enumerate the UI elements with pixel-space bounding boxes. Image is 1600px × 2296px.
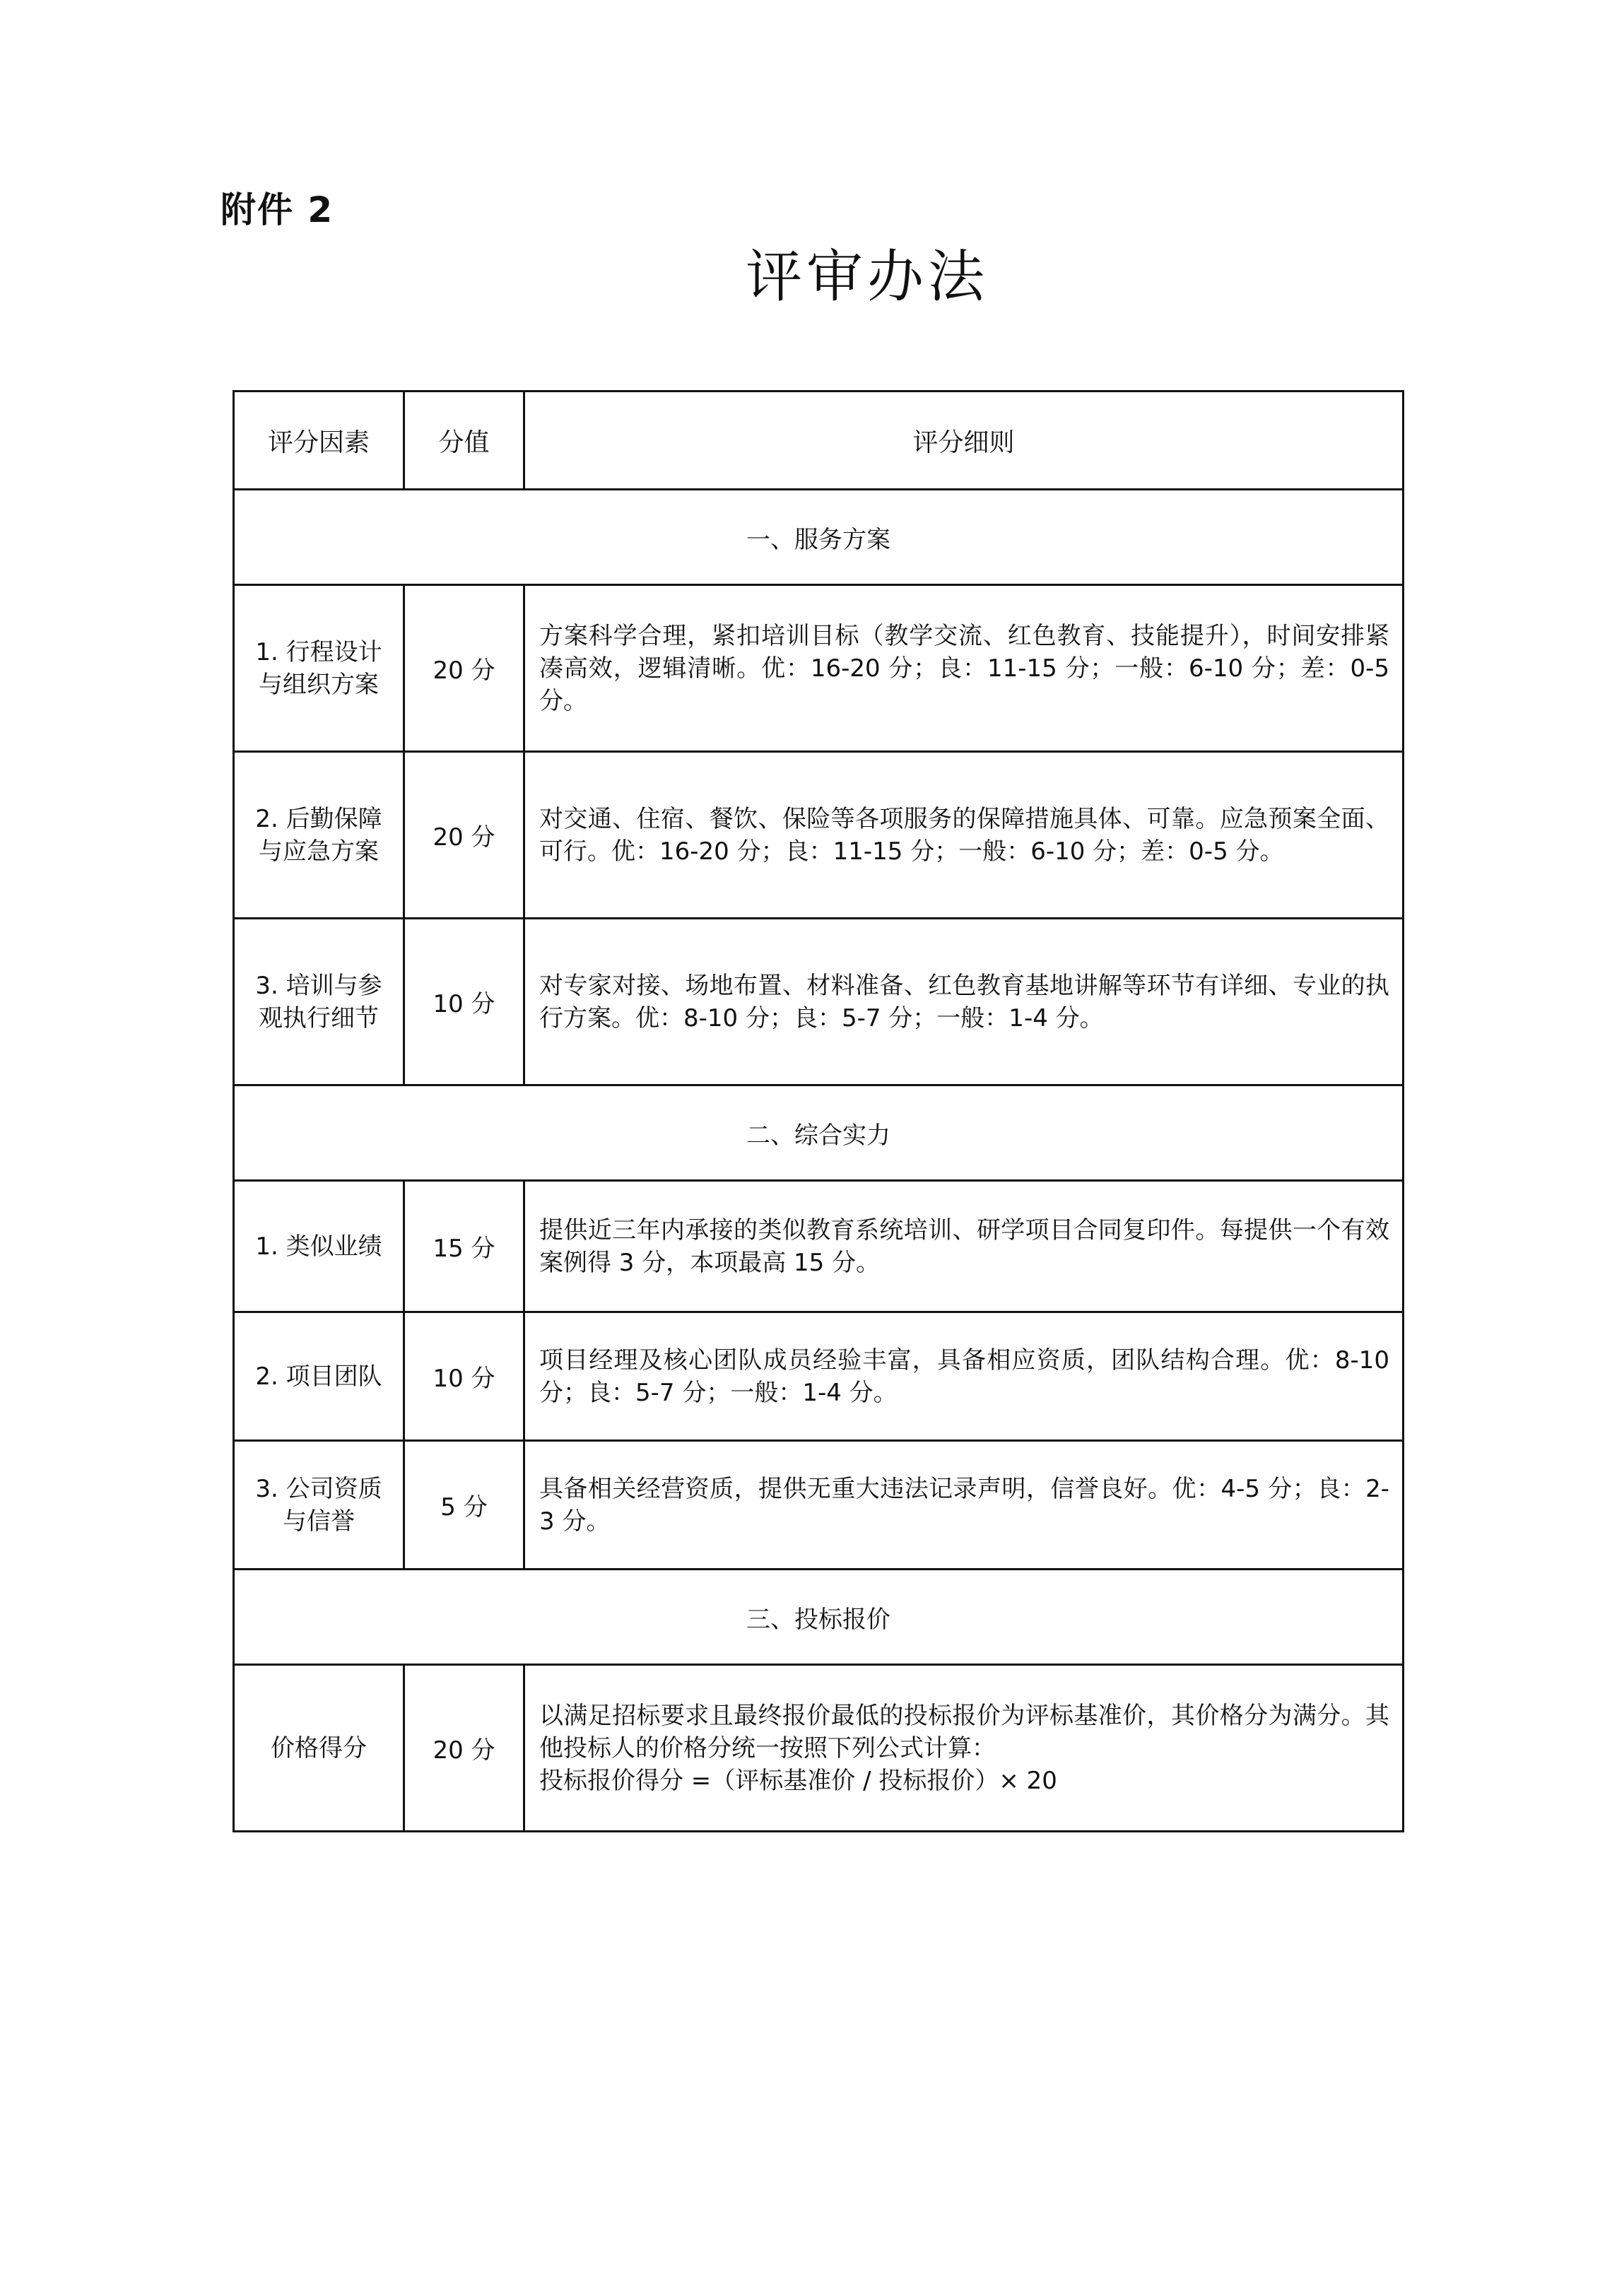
factor-cell: 2. 项目团队 [234,1312,404,1441]
section-title: 三、投标报价 [234,1570,1404,1665]
price-formula: 投标报价得分 =（评标基准价 / 投标报价）× 20 [539,1766,1057,1795]
detail-cell: 方案科学合理，紧扣培训目标（教学交流、红色教育、技能提升），时间安排紧凑高效，逻辑清晰。优：16-20 分；良：11-15 分；一般：6-10 分；差：0-5 分。 [524,585,1404,752]
header-score: 分值 [404,392,524,490]
table-row [234,1441,1404,1570]
section-title: 二、综合实力 [234,1085,1404,1181]
table-header-row [234,392,1404,490]
factor-cell: 1. 类似业绩 [234,1181,404,1312]
table-row [234,585,1404,752]
factor-cell: 价格得分 [234,1665,404,1832]
section-row-bid-price [234,1570,1404,1665]
score-cell: 20 分 [404,585,524,752]
section-row-overall-strength [234,1085,1404,1181]
factor-cell: 3. 公司资质与信誉 [234,1441,404,1570]
detail-cell [524,1665,1404,1832]
score-cell: 10 分 [404,919,524,1085]
header-factor: 评分因素 [234,392,404,490]
table-row [234,1665,1404,1832]
page-title: 评审办法 [746,244,989,310]
score-cell: 20 分 [404,1665,524,1832]
table-row [234,752,1404,919]
detail-cell: 提供近三年内承接的类似教育系统培训、研学项目合同复印件。每提供一个有效案例得 3 分，本项最高 15 分。 [524,1181,1404,1312]
scoring-table [233,390,1404,1832]
factor-cell: 3. 培训与参观执行细节 [234,919,404,1085]
detail-cell: 项目经理及核心团队成员经验丰富，具备相应资质，团队结构合理。优：8-10 分；良：5-7 分；一般：1-4 分。 [524,1312,1404,1441]
attachment-label: 附件 2 [220,189,334,230]
detail-cell: 对专家对接、场地布置、材料准备、红色教育基地讲解等环节有详细、专业的执行方案。优：8-10 分；良：5-7 分；一般：1-4 分。 [524,919,1404,1085]
factor-cell: 2. 后勤保障与应急方案 [234,752,404,919]
factor-cell: 1. 行程设计与组织方案 [234,585,404,752]
detail-cell: 具备相关经营资质，提供无重大违法记录声明，信誉良好。优：4-5 分；良：2-3 分。 [524,1441,1404,1570]
section-row-service-plan [234,490,1404,585]
header-detail: 评分细则 [524,392,1404,490]
table-row [234,1312,1404,1441]
score-cell: 20 分 [404,752,524,919]
table-row [234,1181,1404,1312]
price-rule-text: 以满足招标要求且最终报价最低的投标报价为评标基准价，其价格分为满分。其他投标人的价格分统一按照下列公式计算： [539,1701,1389,1762]
score-cell: 10 分 [404,1312,524,1441]
score-cell: 5 分 [404,1441,524,1570]
score-cell: 15 分 [404,1181,524,1312]
detail-cell: 对交通、住宿、餐饮、保险等各项服务的保障措施具体、可靠。应急预案全面、可行。优：16-20 分；良：11-15 分；一般：6-10 分；差：0-5 分。 [524,752,1404,919]
table-row [234,919,1404,1085]
section-title: 一、服务方案 [234,490,1404,585]
